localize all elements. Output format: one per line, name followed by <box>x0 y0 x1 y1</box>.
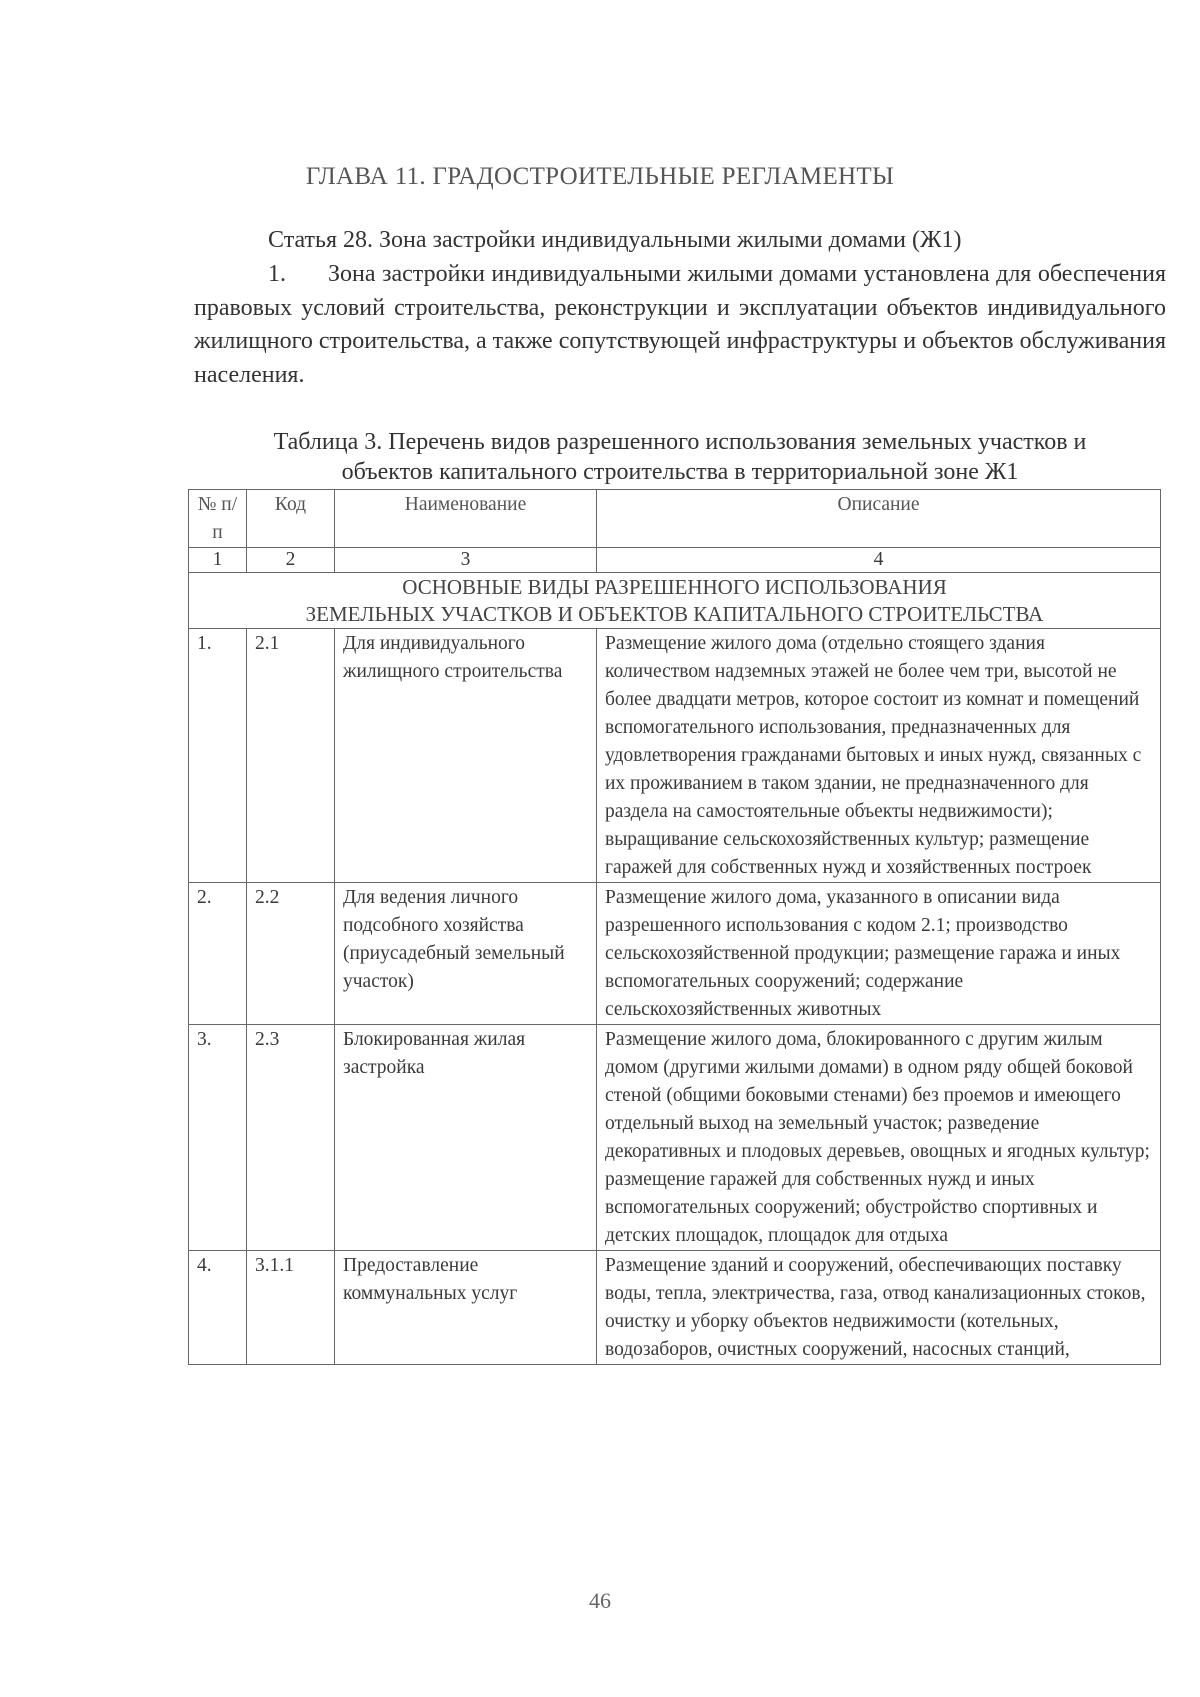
table-caption <box>180 427 1180 487</box>
table-row <box>189 883 1161 1025</box>
row-code: 2.3 <box>247 1025 335 1251</box>
section-heading-line-1: ОСНОВНЫЕ ВИДЫ РАЗРЕШЕННОГО ИСПОЛЬЗОВАНИЯ <box>402 575 947 599</box>
section-heading-line-2: ЗЕМЕЛЬНЫХ УЧАСТКОВ И ОБЪЕКТОВ КАПИТАЛЬНОГО СТРОИТЕЛЬСТВА <box>305 602 1044 626</box>
row-code: 2.2 <box>247 883 335 1025</box>
row-description: Размещение зданий и сооружений, обеспечивающих поставку воды, тепла, электричества, газа, отвод канализационных стоков, очистку и уборку объектов недвижимости (котельных, водозаборов, очистных сооружений, насосных станций, <box>597 1251 1161 1365</box>
row-name: Предоставление коммунальных услуг <box>335 1251 597 1365</box>
row-description: Размещение жилого дома, блокированного с другим жилым домом (другими жилыми домами) в одном ряду общей боковой стеной (общими боковыми стенами) без проемов и имеющего отдельный выход на земельный участок; разведение декоративных и плодовых деревьев, овощных и ягодных культур; размещение гаражей для собственных нужд и иных вспомогательных сооружений; обустройство спортивных и детских площадок, площадок для отдыха <box>597 1025 1161 1251</box>
row-number: 4. <box>189 1251 247 1365</box>
row-name: Для индивидуального жилищного строительства <box>335 629 597 883</box>
row-number: 2. <box>189 883 247 1025</box>
row-description: Размещение жилого дома, указанного в описании вида разрешенного использования с кодом 2.1; производство сельскохозяйственной продукции; размещение гаража и иных вспомогательных сооружений; содержание сельскохозяйственных животных <box>597 883 1161 1025</box>
row-number: 1. <box>189 629 247 883</box>
header-number: № п/п <box>189 490 247 548</box>
row-number: 3. <box>189 1025 247 1251</box>
table-column-numbers-row <box>189 548 1161 573</box>
column-number: 1 <box>189 548 247 573</box>
row-name: Для ведения личного подсобного хозяйства (приусадебный земельный участок) <box>335 883 597 1025</box>
chapter-title: ГЛАВА 11. ГРАДОСТРОИТЕЛЬНЫЕ РЕГЛАМЕНТЫ <box>305 163 895 190</box>
header-description: Описание <box>597 490 1161 548</box>
table-header-row <box>189 490 1161 548</box>
table-row <box>189 1251 1161 1365</box>
table-section-row <box>189 573 1161 629</box>
row-description: Размещение жилого дома (отдельно стоящего здания количеством надземных этажей не более чем три, высотой не более двадцати метров, которое состоит из комнат и помещений вспомогательного использования, предназначенных для удовлетворения гражданами бытовых и иных нужд, связанных с их проживанием в таком здании, не предназначенного для раздела на самостоятельные объекты недвижимости); выращивание сельскохозяйственных культур; размещение гаражей для собственных нужд и хозяйственных построек <box>597 629 1161 883</box>
row-code: 3.1.1 <box>247 1251 335 1365</box>
table-caption-line-1: Таблица 3. Перечень видов разрешенного использования земельных участков и <box>273 429 1087 455</box>
table-row <box>189 629 1161 883</box>
header-name: Наименование <box>335 490 597 548</box>
table-row <box>189 1025 1161 1251</box>
header-code: Код <box>247 490 335 548</box>
page-number: 46 <box>589 1588 611 1613</box>
column-number: 2 <box>247 548 335 573</box>
row-code: 2.1 <box>247 629 335 883</box>
article-paragraph <box>194 258 1166 392</box>
regulations-table <box>188 489 1161 1365</box>
row-name: Блокированная жилая застройка <box>335 1025 597 1251</box>
column-number: 3 <box>335 548 597 573</box>
paragraph-number: 1. <box>268 261 286 287</box>
column-number: 4 <box>597 548 1161 573</box>
article-title: Статья 28. Зона застройки индивидуальными жилыми домами (Ж1) <box>268 227 962 253</box>
table-caption-line-2: объектов капитального строительства в территориальной зоне Ж1 <box>341 459 1019 485</box>
paragraph-text: Зона застройки индивидуальными жилыми домами установлена для обеспечения правовых условий строительства, реконструкции и эксплуатации объектов индивидуального жилищного строительства, а также сопутствующей инфраструктуры и объектов обслуживания населения. <box>194 261 1166 388</box>
section-heading <box>189 573 1161 629</box>
